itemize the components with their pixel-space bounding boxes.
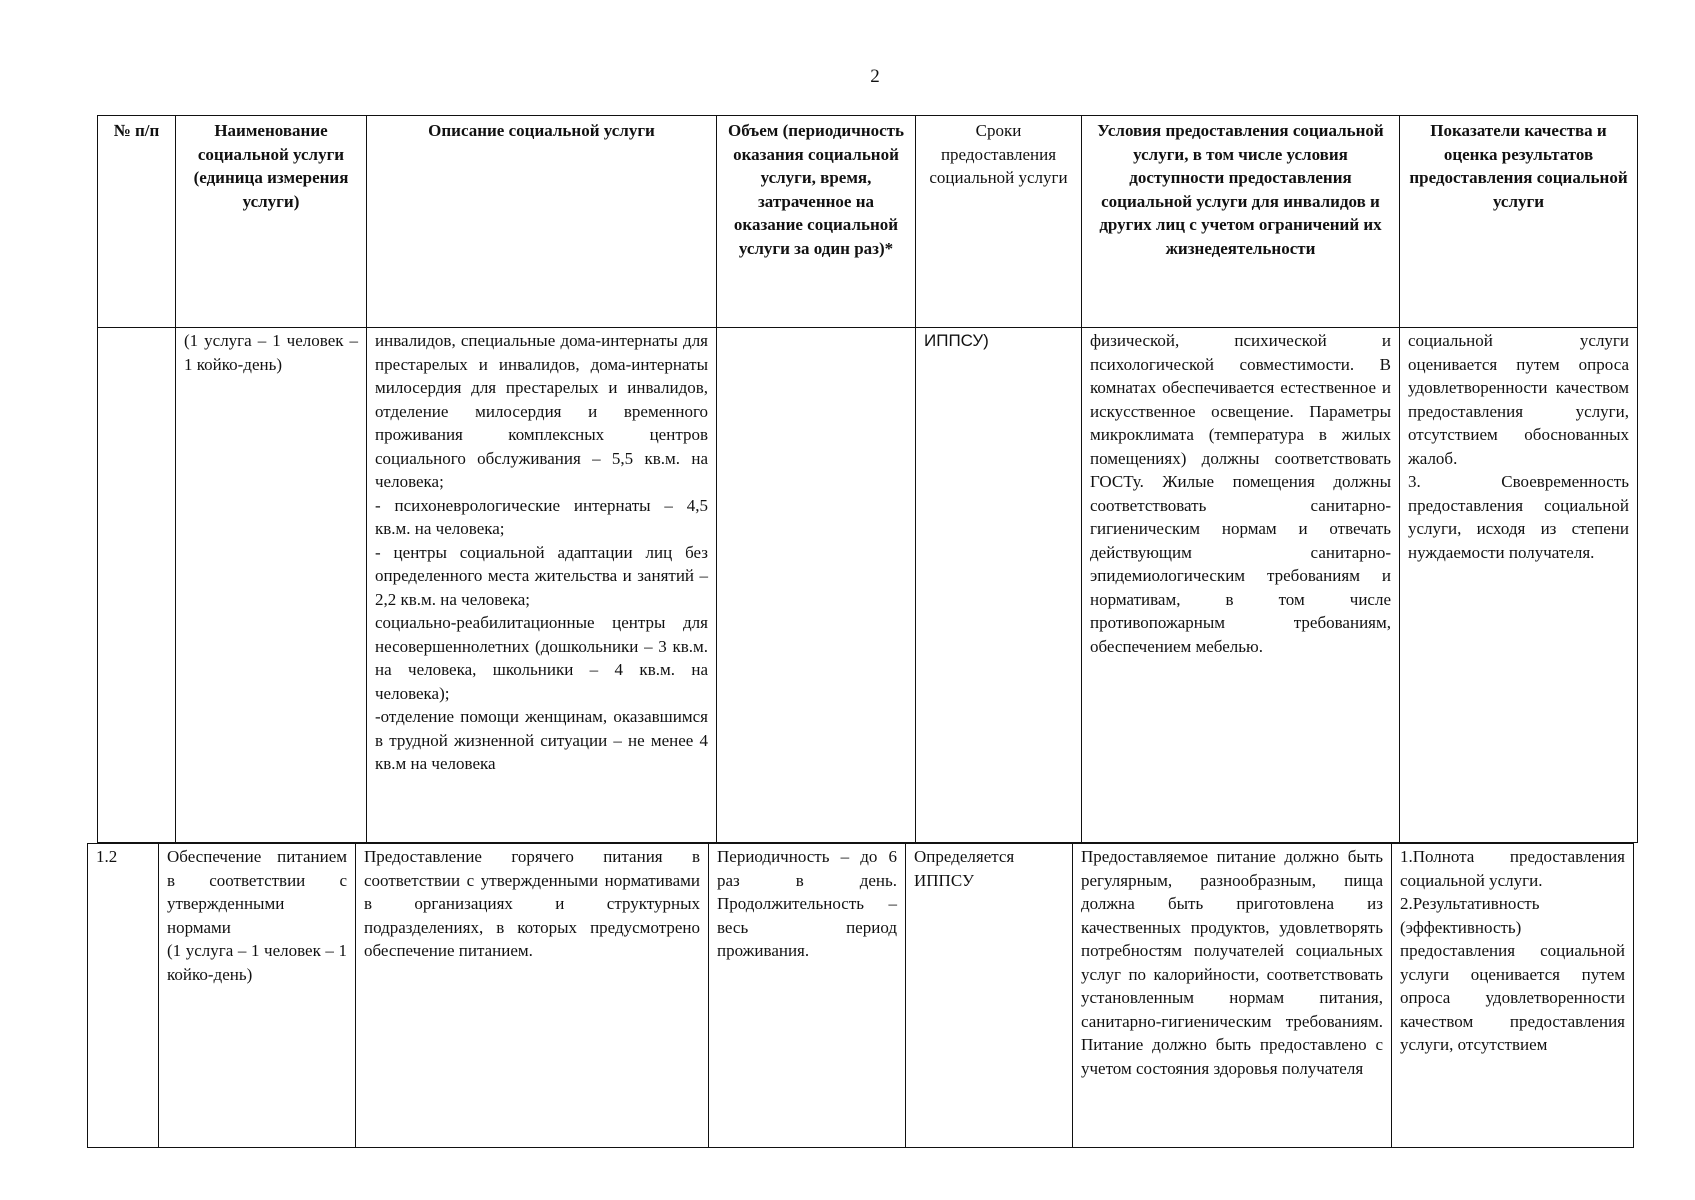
header-desc: Описание социальной услуги bbox=[367, 116, 717, 328]
row-1-2-quality-line: 1.Полнота предоставления социальной услуги. bbox=[1400, 847, 1625, 890]
row-1-2-num: 1.2 bbox=[88, 844, 159, 1148]
cont-desc-line: - центры социальной адаптации лиц без определенного места жительства и занятий – 2,2 кв.м. на человека; bbox=[375, 542, 708, 609]
cont-conditions: физической, психической и психологической совместимости. В комнатах обеспечивается естественное и искусственное освещение. Параметры микроклимата (температура в жилых помещениях) должны соответствовать ГОСТу. Жилые помещения должны соответствовать санитарно-гигиеническим нормам и отвечать действующим санитарно-эпидемиологическим требованиям и нормативам, в том числе противопожарным требованиям, обеспечением мебелью. bbox=[1082, 328, 1400, 843]
cont-desc-line: инвалидов, специальные дома-интернаты для престарелых и инвалидов, дома-интернаты милосердия для престарелых и инвалидов, отделение милосердия и временного проживания комплексных центров социального обслуживания – 5,5 кв.м. на человека; bbox=[375, 331, 708, 491]
cont-name: (1 услуга – 1 человек – 1 койко-день) bbox=[176, 328, 367, 843]
row-1-2-quality-line: 2.Результативность (эффективность) предоставления социальной услуги оценивается путем опроса удовлетворенности качеством предоставления услуги, отсутствием bbox=[1400, 894, 1625, 1054]
cont-terms: ИППСУ) bbox=[916, 328, 1082, 843]
row-1-2-quality bbox=[1392, 844, 1634, 1148]
row-1-2-desc: Предоставление горячего питания в соответствии с утвержденными нормативами в организациях и структурных подразделениях, в которых предусмотрено обеспечение питанием. bbox=[356, 844, 709, 1148]
row-1-2-terms: Определяется ИППСУ bbox=[906, 844, 1073, 1148]
cont-volume bbox=[717, 328, 916, 843]
services-table-header bbox=[97, 115, 1638, 843]
header-volume: Объем (периодичность оказания социальной услуги, время, затраченное на оказание социальной услуги за один раз)* bbox=[717, 116, 916, 328]
table-row bbox=[88, 844, 1634, 1148]
cont-quality-line: социальной услуги оценивается путем опроса удовлетворенности качеством предоставления услуги, отсутствием обоснованных жалоб. bbox=[1408, 331, 1629, 468]
cont-desc-line: -отделение помощи женщинам, оказавшимся в трудной жизненной ситуации – не менее 4 кв.м на человека bbox=[375, 707, 708, 773]
row-1-2-name-line: Обеспечение питанием в соответствии с утвержденными нормами bbox=[167, 847, 347, 937]
cont-desc-line: социально-реабилитационные центры для несовершеннолетних (дошкольники – 3 кв.м. на человека, школьники – 4 кв.м. на человека); bbox=[375, 613, 708, 703]
cont-quality-line: 3. Своевременность предоставления социальной услуги, исходя из степени нуждаемости получателя. bbox=[1408, 472, 1629, 562]
header-quality: Показатели качества и оценка результатов предоставления социальной услуги bbox=[1400, 116, 1638, 328]
table-header-row bbox=[98, 116, 1638, 328]
services-table-row-1-2 bbox=[87, 843, 1634, 1148]
header-name: Наименование социальной услуги (единица измерения услуги) bbox=[176, 116, 367, 328]
cont-quality bbox=[1400, 328, 1638, 843]
header-num: № п/п bbox=[98, 116, 176, 328]
table-row-continuation bbox=[98, 328, 1638, 843]
row-1-2-conditions: Предоставляемое питание должно быть регулярным, разнообразным, пища должна быть приготовлена из качественных продуктов, удовлетворять потребностям получателей социальных услуг по калорийности, соответствовать установленным нормам питания, санитарно-гигиеническим требованиям. Питание должно быть предоставлено с учетом состояния здоровья получателя bbox=[1073, 844, 1392, 1148]
row-1-2-name bbox=[159, 844, 356, 1148]
row-1-2-volume: Периодичность – до 6 раз в день. Продолжительность – весь период проживания. bbox=[709, 844, 906, 1148]
cont-num bbox=[98, 328, 176, 843]
cont-desc bbox=[367, 328, 717, 843]
page-number: 2 bbox=[870, 66, 880, 87]
header-terms: Сроки предоставления социальной услуги bbox=[916, 116, 1082, 328]
row-1-2-name-line: (1 услуга – 1 человек – 1 койко-день) bbox=[167, 941, 347, 984]
cont-desc-line: - психоневрологические интернаты – 4,5 кв.м. на человека; bbox=[375, 495, 708, 538]
header-conditions: Условия предоставления социальной услуги, в том числе условия доступности предоставления социальной услуги для инвалидов и других лиц с учетом ограничений их жизнедеятельности bbox=[1082, 116, 1400, 328]
